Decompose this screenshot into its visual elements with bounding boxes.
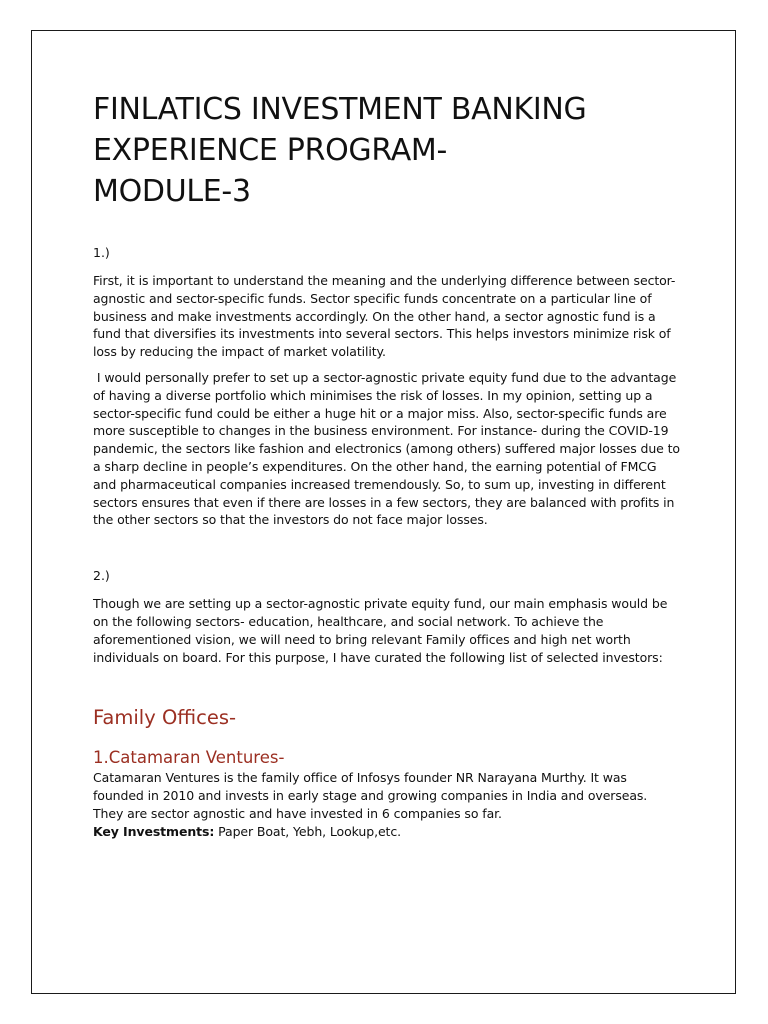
catamaran-ventures-paragraph: Catamaran Ventures is the family office of Infosys founder NR Narayana Murthy. It was founded in 2010 and invests in early stage and growing companies in India and overseas. They are sector agnostic and have invested in 6 companies so far. <box>93 770 648 821</box>
catamaran-ventures-heading: 1.Catamaran Ventures- <box>93 748 285 768</box>
question-1-paragraph-2: I would personally prefer to set up a sector-agnostic private equity fund due to the advantage of having a diverse portfolio which minimises the risk of losses. In my opinion, setting up a sector-specific fund could be either a huge hit or a major miss. Also, sector-specific funds are more susceptible to changes in the business environment. For instance- during the COVID-19 pandemic, the sectors like fashion and electronics (among others) suffered major losses due to a sharp decline in people’s expenditures. On the other hand, the earning potential of FMCG and pharmaceutical companies increased tremendously. So, to sum up, investing in different sectors ensures that even if there are losses in a few sectors, they are balanced with profits in the other sectors so that the investors do not face major losses. <box>93 369 684 528</box>
key-investments-line <box>93 823 681 841</box>
question-2-label: 2.) <box>93 568 110 584</box>
question-2-paragraph: Though we are setting up a sector-agnostic private equity fund, our main emphasis would be on the following sectors- education, healthcare, and social network. To achieve the aforementioned vision, we will need to bring relevant Family offices and high net worth individuals on board. For this purpose, I have curated the following list of selected investors: <box>93 596 668 665</box>
family-offices-heading: Family Offices- <box>93 706 237 730</box>
title-line-1: FINLATICS INVESTMENT BANKING <box>93 92 587 127</box>
question-1-paragraph-1: First, it is important to understand the meaning and the underlying difference between sector-agnostic and sector-specific funds. Sector specific funds concentrate on a particular line of business and make investments accordingly. On the other hand, a sector agnostic fund is a fund that diversifies its investments into several sectors. This helps investors minimize risk of loss by reducing the impact of market volatility. <box>93 273 676 360</box>
title-line-2: EXPERIENCE PROGRAM- <box>93 133 448 168</box>
title-line-3: MODULE-3 <box>93 174 251 209</box>
key-investments-value: Paper Boat, Yebh, Lookup,etc. <box>214 823 401 839</box>
key-investments-label: Key Investments: <box>93 823 215 839</box>
document-content <box>93 89 684 841</box>
question-1-label: 1.) <box>93 245 110 260</box>
document-title <box>93 89 681 212</box>
